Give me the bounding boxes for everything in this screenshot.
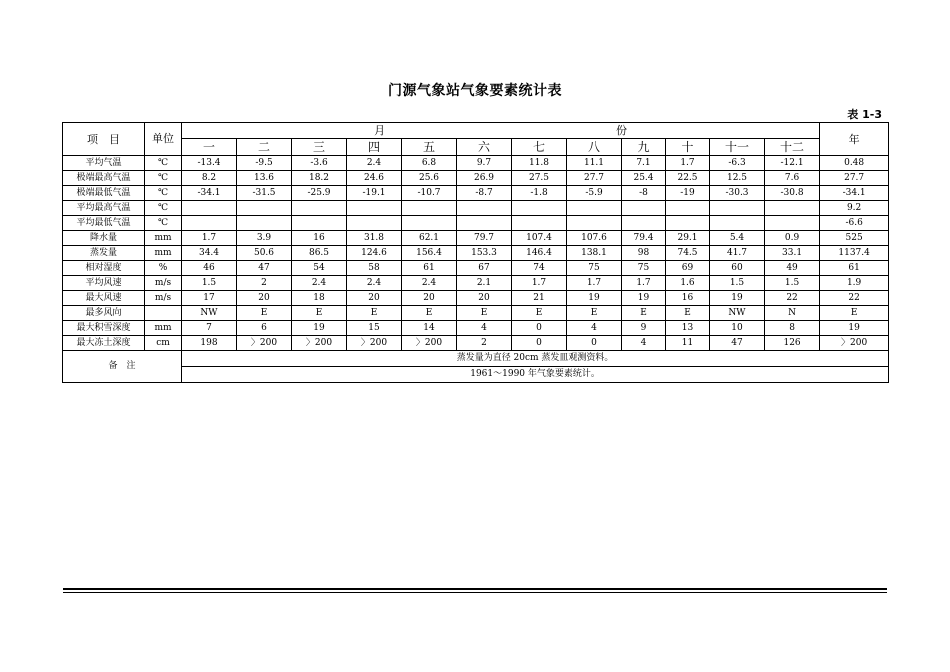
cell-value: [622, 201, 666, 216]
cell-value: 50.6: [237, 246, 292, 261]
cell-year: -34.1: [820, 186, 889, 201]
cell-value: -19: [666, 186, 710, 201]
row-unit: m/s: [145, 291, 182, 306]
month-header: 七: [512, 139, 567, 156]
row-unit: mm: [145, 231, 182, 246]
cell-value: [347, 201, 402, 216]
cell-value: 26.9: [457, 171, 512, 186]
cell-value: 1.6: [666, 276, 710, 291]
cell-value: 20: [237, 291, 292, 306]
cell-value: 11: [666, 336, 710, 351]
table-row: [63, 231, 889, 246]
cell-value: -5.9: [567, 186, 622, 201]
cell-value: 34.4: [182, 246, 237, 261]
cell-value: -1.8: [512, 186, 567, 201]
footer-rule-thick: [63, 588, 887, 590]
row-name: 极端最高气温: [63, 171, 145, 186]
cell-value: [402, 216, 457, 231]
cell-value: 2.4: [347, 276, 402, 291]
cell-value: [567, 216, 622, 231]
cell-value: 20: [457, 291, 512, 306]
cell-value: 2: [237, 276, 292, 291]
cell-value: -19.1: [347, 186, 402, 201]
cell-value: [765, 216, 820, 231]
cell-value: 27.5: [512, 171, 567, 186]
cell-value: 1.7: [622, 276, 666, 291]
cell-value: [666, 216, 710, 231]
cell-year: 1.9: [820, 276, 889, 291]
cell-value: 〉200: [237, 336, 292, 351]
footer-rule-thin: [63, 592, 887, 593]
cell-value: 47: [710, 336, 765, 351]
cell-value: 18.2: [292, 171, 347, 186]
cell-value: 22: [765, 291, 820, 306]
cell-value: 4: [457, 321, 512, 336]
cell-value: 5.4: [710, 231, 765, 246]
cell-value: [512, 216, 567, 231]
row-name: 极端最低气温: [63, 186, 145, 201]
cell-value: 〉200: [292, 336, 347, 351]
table-row: [63, 246, 889, 261]
cell-value: [457, 201, 512, 216]
row-unit: [145, 306, 182, 321]
header-year: 年: [820, 123, 889, 156]
cell-value: -8: [622, 186, 666, 201]
cell-value: 86.5: [292, 246, 347, 261]
cell-value: 2: [457, 336, 512, 351]
table-number: 表 1-3: [847, 108, 882, 121]
cell-value: -30.3: [710, 186, 765, 201]
cell-value: 107.4: [512, 231, 567, 246]
table-row: [63, 321, 889, 336]
table-row: [63, 306, 889, 321]
cell-value: 1.5: [765, 276, 820, 291]
cell-value: 11.1: [567, 156, 622, 171]
row-name: 平均气温: [63, 156, 145, 171]
cell-value: 69: [666, 261, 710, 276]
cell-value: -34.1: [182, 186, 237, 201]
cell-value: 15: [347, 321, 402, 336]
table-row: [63, 186, 889, 201]
cell-value: -10.7: [402, 186, 457, 201]
cell-value: 21: [512, 291, 567, 306]
cell-year: 〉200: [820, 336, 889, 351]
cell-value: 7.1: [622, 156, 666, 171]
cell-value: 0: [512, 336, 567, 351]
cell-value: 124.6: [347, 246, 402, 261]
cell-value: E: [292, 306, 347, 321]
row-name: 降水量: [63, 231, 145, 246]
cell-value: 8: [765, 321, 820, 336]
row-name: 蒸发量: [63, 246, 145, 261]
cell-value: -12.1: [765, 156, 820, 171]
cell-value: NW: [710, 306, 765, 321]
row-unit: ℃: [145, 201, 182, 216]
month-header: 五: [402, 139, 457, 156]
cell-value: 74: [512, 261, 567, 276]
cell-value: NW: [182, 306, 237, 321]
notes-row: [63, 367, 889, 383]
cell-year: 9.2: [820, 201, 889, 216]
cell-value: 31.8: [347, 231, 402, 246]
table-row: [63, 276, 889, 291]
row-name: 平均最低气温: [63, 216, 145, 231]
cell-year: 0.48: [820, 156, 889, 171]
row-unit: ℃: [145, 171, 182, 186]
cell-value: 49: [765, 261, 820, 276]
cell-value: 198: [182, 336, 237, 351]
cell-year: 22: [820, 291, 889, 306]
cell-value: 79.7: [457, 231, 512, 246]
cell-value: N: [765, 306, 820, 321]
table-row: [63, 336, 889, 351]
notes-label: 备 注: [63, 351, 182, 383]
cell-value: 7.6: [765, 171, 820, 186]
cell-year: 27.7: [820, 171, 889, 186]
cell-value: [710, 201, 765, 216]
row-name: 最多风向: [63, 306, 145, 321]
cell-value: 13.6: [237, 171, 292, 186]
cell-value: 46: [182, 261, 237, 276]
row-unit: m/s: [145, 276, 182, 291]
notes-line: 蒸发量为直径 20cm 蒸发皿观测资料。: [182, 351, 889, 367]
cell-value: 75: [567, 261, 622, 276]
header-row-months: [63, 139, 889, 156]
month-header: 十二: [765, 139, 820, 156]
cell-value: 13: [666, 321, 710, 336]
row-name: 平均最高气温: [63, 201, 145, 216]
cell-value: 61: [402, 261, 457, 276]
cell-value: [567, 201, 622, 216]
cell-value: 9.7: [457, 156, 512, 171]
cell-year: 1137.4: [820, 246, 889, 261]
table-row: [63, 156, 889, 171]
cell-value: 2.4: [402, 276, 457, 291]
cell-value: 25.4: [622, 171, 666, 186]
cell-value: 20: [402, 291, 457, 306]
cell-year: 61: [820, 261, 889, 276]
cell-value: 19: [710, 291, 765, 306]
cell-value: [237, 216, 292, 231]
cell-value: 3.9: [237, 231, 292, 246]
cell-value: 4: [622, 336, 666, 351]
cell-value: E: [402, 306, 457, 321]
row-unit: ℃: [145, 216, 182, 231]
header-month-group: 月 份: [182, 123, 820, 139]
cell-value: 〉200: [402, 336, 457, 351]
cell-value: 62.1: [402, 231, 457, 246]
month-header: 三: [292, 139, 347, 156]
cell-value: 0.9: [765, 231, 820, 246]
cell-value: 47: [237, 261, 292, 276]
cell-value: 7: [182, 321, 237, 336]
cell-value: -30.8: [765, 186, 820, 201]
cell-value: 1.7: [512, 276, 567, 291]
row-name: 相对湿度: [63, 261, 145, 276]
month-header: 十一: [710, 139, 765, 156]
cell-value: 98: [622, 246, 666, 261]
cell-value: [182, 216, 237, 231]
cell-value: 19: [567, 291, 622, 306]
cell-value: 33.1: [765, 246, 820, 261]
cell-value: 19: [292, 321, 347, 336]
notes-line: 1961～1990 年气象要素统计。: [182, 367, 889, 383]
cell-value: 67: [457, 261, 512, 276]
row-name: 平均风速: [63, 276, 145, 291]
row-unit: cm: [145, 336, 182, 351]
cell-value: 1.7: [666, 156, 710, 171]
cell-value: [182, 201, 237, 216]
cell-value: 156.4: [402, 246, 457, 261]
row-unit: ℃: [145, 186, 182, 201]
cell-value: -6.3: [710, 156, 765, 171]
cell-year: E: [820, 306, 889, 321]
cell-value: -3.6: [292, 156, 347, 171]
cell-value: -13.4: [182, 156, 237, 171]
cell-value: [710, 216, 765, 231]
cell-value: -31.5: [237, 186, 292, 201]
month-header: 六: [457, 139, 512, 156]
cell-value: 6.8: [402, 156, 457, 171]
cell-year: 19: [820, 321, 889, 336]
cell-value: 19: [622, 291, 666, 306]
month-header: 四: [347, 139, 402, 156]
month-header: 十: [666, 139, 710, 156]
cell-value: E: [567, 306, 622, 321]
cell-value: 29.1: [666, 231, 710, 246]
table-row: [63, 291, 889, 306]
cell-value: 8.2: [182, 171, 237, 186]
cell-value: E: [666, 306, 710, 321]
cell-value: 0: [567, 336, 622, 351]
cell-value: [765, 201, 820, 216]
cell-value: 0: [512, 321, 567, 336]
cell-value: 79.4: [622, 231, 666, 246]
row-name: 最大风速: [63, 291, 145, 306]
row-unit: %: [145, 261, 182, 276]
row-name: 最大积雪深度: [63, 321, 145, 336]
cell-value: 16: [292, 231, 347, 246]
table-row: [63, 171, 889, 186]
table-title: 门源气象站气象要素统计表: [388, 83, 562, 99]
cell-value: 9: [622, 321, 666, 336]
cell-value: 27.7: [567, 171, 622, 186]
header-unit: 单位: [145, 123, 182, 156]
cell-value: [292, 201, 347, 216]
cell-value: E: [237, 306, 292, 321]
month-header: 八: [567, 139, 622, 156]
cell-value: E: [512, 306, 567, 321]
cell-value: -8.7: [457, 186, 512, 201]
cell-value: 146.4: [512, 246, 567, 261]
cell-value: 17: [182, 291, 237, 306]
cell-value: [402, 201, 457, 216]
cell-value: [512, 201, 567, 216]
cell-value: 54: [292, 261, 347, 276]
table-row: [63, 261, 889, 276]
table-row: [63, 201, 889, 216]
cell-value: E: [622, 306, 666, 321]
cell-value: 25.6: [402, 171, 457, 186]
table-row: [63, 216, 889, 231]
cell-value: 18: [292, 291, 347, 306]
cell-year: 525: [820, 231, 889, 246]
cell-value: 1.5: [710, 276, 765, 291]
cell-value: 2.4: [292, 276, 347, 291]
cell-value: 11.8: [512, 156, 567, 171]
cell-value: 10: [710, 321, 765, 336]
cell-value: -9.5: [237, 156, 292, 171]
cell-value: 1.5: [182, 276, 237, 291]
cell-value: -25.9: [292, 186, 347, 201]
cell-value: E: [457, 306, 512, 321]
cell-value: 75: [622, 261, 666, 276]
header-row-top: [63, 123, 889, 139]
cell-value: 58: [347, 261, 402, 276]
cell-value: 4: [567, 321, 622, 336]
cell-value: [457, 216, 512, 231]
cell-value: [666, 201, 710, 216]
weather-stats-table: [62, 122, 889, 383]
month-header: 一: [182, 139, 237, 156]
cell-value: 20: [347, 291, 402, 306]
cell-value: [347, 216, 402, 231]
cell-value: 12.5: [710, 171, 765, 186]
cell-value: [622, 216, 666, 231]
cell-value: 2.4: [347, 156, 402, 171]
month-header: 九: [622, 139, 666, 156]
cell-value: [292, 216, 347, 231]
notes-row: [63, 351, 889, 367]
cell-value: 107.6: [567, 231, 622, 246]
row-unit: mm: [145, 246, 182, 261]
row-unit: ℃: [145, 156, 182, 171]
row-name: 最大冻土深度: [63, 336, 145, 351]
cell-value: 1.7: [567, 276, 622, 291]
cell-value: 74.5: [666, 246, 710, 261]
cell-value: 22.5: [666, 171, 710, 186]
cell-value: 153.3: [457, 246, 512, 261]
cell-value: 60: [710, 261, 765, 276]
cell-value: E: [347, 306, 402, 321]
row-unit: mm: [145, 321, 182, 336]
cell-value: 1.7: [182, 231, 237, 246]
cell-value: 〉200: [347, 336, 402, 351]
cell-value: 6: [237, 321, 292, 336]
cell-year: -6.6: [820, 216, 889, 231]
cell-value: 16: [666, 291, 710, 306]
cell-value: 138.1: [567, 246, 622, 261]
cell-value: 24.6: [347, 171, 402, 186]
cell-value: 14: [402, 321, 457, 336]
cell-value: 41.7: [710, 246, 765, 261]
header-item: 项 目: [63, 123, 145, 156]
cell-value: 2.1: [457, 276, 512, 291]
cell-value: [237, 201, 292, 216]
month-header: 二: [237, 139, 292, 156]
cell-value: 126: [765, 336, 820, 351]
